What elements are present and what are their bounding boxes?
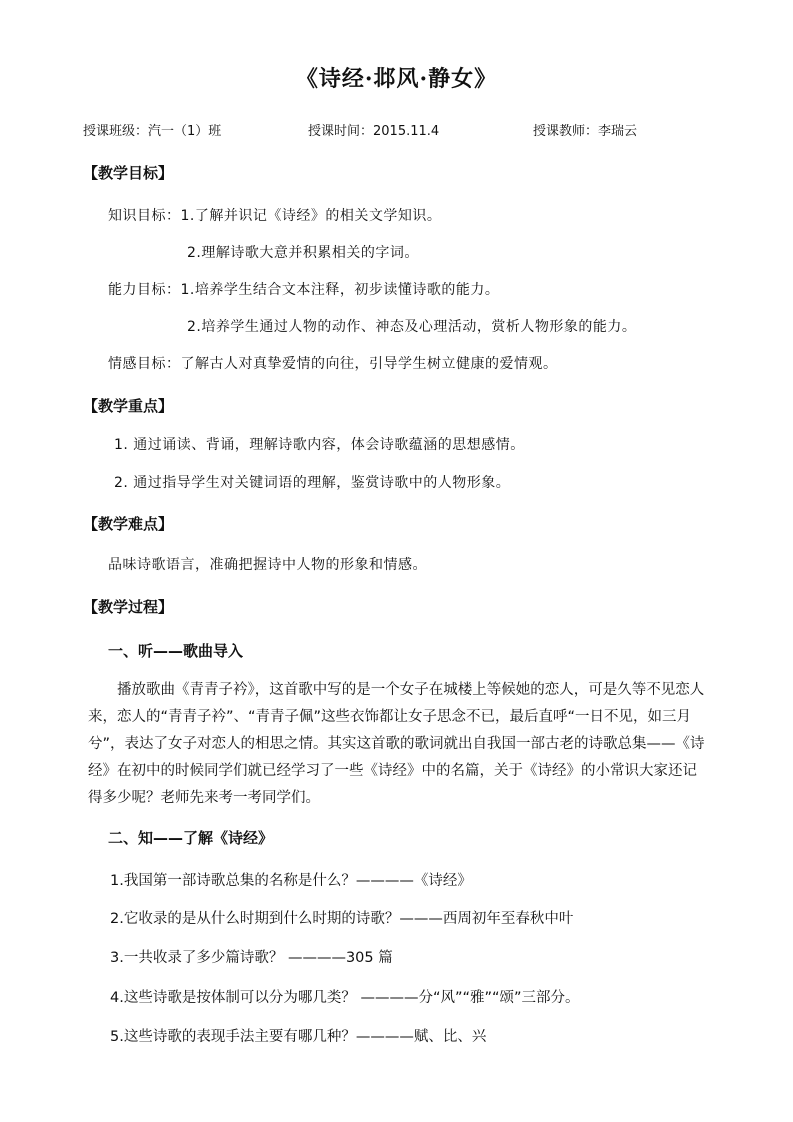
document-title: 《诗经·邶风·静女》 (295, 66, 498, 92)
knowledge-goal-2: 2.理解诗歌大意并积累相关的字词。 (187, 245, 419, 261)
class-info: 授课班级：汽一（1）班 (83, 124, 222, 139)
difficulty-text: 品味诗歌语言，准确把握诗中人物的形象和情感。 (108, 557, 427, 573)
step1-paragraph: 播放歌曲《青青子衿》，这首歌中写的是一个女子在城楼上等候她的恋人，可是久等不见恋人来，恋人的“青青子衿”、“青青子佩”这些衣饰都让女子思念不已，最后直呼“一日不见，如三月兮”，表达了女子对恋人的相思之情。其实这首歌的歌词就出自我国一部古老的诗歌总集——《诗经》在初中的时候同学们就已经学习了一些《诗经》中的名篇，关于《诗经》的小常识大家还记得多少呢？老师先来考一考同学们。 (88, 682, 705, 806)
knowledge-goal-1: 知识目标：1.了解并识记《诗经》的相关文学知识。 (108, 208, 442, 224)
qa-item-4: 4.这些诗歌是按体制可以分为哪几类？ ————分“风”“雅”“颂”三部分。 (110, 990, 580, 1006)
key-points-heading: 【教学重点】 (83, 397, 174, 415)
key-point-1: 1. 通过诵读、背诵，理解诗歌内容，体会诗歌蕴涵的思想感情。 (114, 437, 525, 453)
qa-item-1: 1.我国第一部诗歌总集的名称是什么？————《诗经》 (110, 873, 472, 889)
qa-item-2: 2.它收录的是从什么时期到什么时期的诗歌？———西周初年至春秋中叶 (110, 911, 574, 927)
ability-goal-1: 能力目标：1.培养学生结合文本注释，初步读懂诗歌的能力。 (108, 282, 500, 298)
qa-item-5: 5.这些诗歌的表现手法主要有哪几种？————赋、比、兴 (110, 1029, 487, 1045)
qa-item-3: 3.一共收录了多少篇诗歌？ ————305 篇 (110, 950, 393, 966)
key-point-2: 2. 通过指导学生对关键词语的理解，鉴赏诗歌中的人物形象。 (114, 475, 511, 491)
process-heading: 【教学过程】 (83, 598, 174, 616)
step1-heading: 一、听——歌曲导入 (108, 642, 244, 660)
step2-heading: 二、知——了解《诗经》 (108, 829, 274, 847)
time-info: 授课时间：2015.11.4 (308, 124, 440, 139)
difficulty-heading: 【教学难点】 (83, 515, 174, 533)
goals-heading: 【教学目标】 (83, 164, 174, 182)
teacher-info: 授课教师：李瑞云 (533, 124, 638, 139)
emotion-goal: 情感目标：了解古人对真挚爱情的向往，引导学生树立健康的爱情观。 (108, 356, 558, 372)
ability-goal-2: 2.培养学生通过人物的动作、神态及心理活动，赏析人物形象的能力。 (187, 319, 637, 335)
